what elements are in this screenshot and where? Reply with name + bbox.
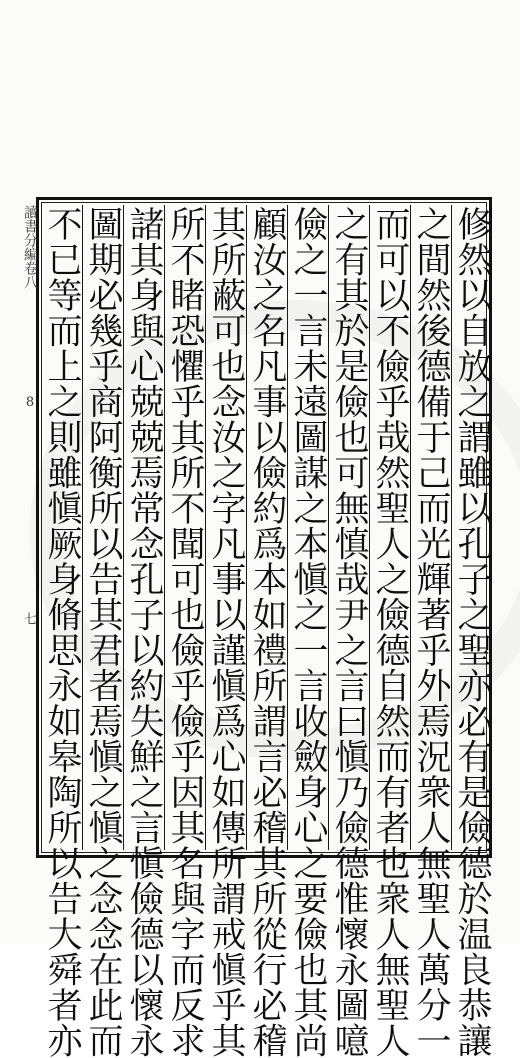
margin-title: 讀書分編卷八	[22, 205, 38, 289]
page-marker: 七	[21, 612, 36, 625]
text-column-5: 儉之一言未遠圖謀之本愼之一言收斂身心之要儉也其尚	[288, 206, 328, 1058]
text-column-9: 諸其身與心兢兢焉常念孔子以約失鮮之言愼儉德以懷永	[124, 206, 164, 1058]
text-column-11: 不已等而上之則雖愼厥身脩思永如皋陶所以告大舜者亦	[42, 206, 82, 1058]
text-column-3: 而可以不儉乎哉然聖人之儉德自然而有者也衆人無聖人	[370, 206, 410, 1058]
text-column-6: 顧汝之名凡事以儉約爲本如禮所謂言必稽其所從行必稽	[247, 206, 287, 1058]
text-column-4: 之有其於是儉也可無慎哉尹之言曰愼乃儉德惟懷永圖噫	[329, 206, 369, 1058]
text-column-2: 之間然後德備于己而光輝著乎外焉況衆人無聖人萬分一	[411, 206, 451, 1058]
text-column-8: 所不睹恐懼乎其所不聞可也儉乎儉乎因其名與字而反求	[165, 206, 205, 1058]
text-column-10: 圖期必幾乎商阿衡所以告其君者焉愼之愼之念念在此而	[83, 206, 123, 1058]
text-column-1: 修然以自放之謂雖以孔子之聖亦必有是儉德於温良恭讓	[452, 206, 492, 1058]
folio-mark: 8	[25, 395, 35, 410]
text-column-7: 其所蔽可也念汝之字凡事以謹愼爲心如傳所謂戒愼乎其	[206, 206, 246, 1058]
